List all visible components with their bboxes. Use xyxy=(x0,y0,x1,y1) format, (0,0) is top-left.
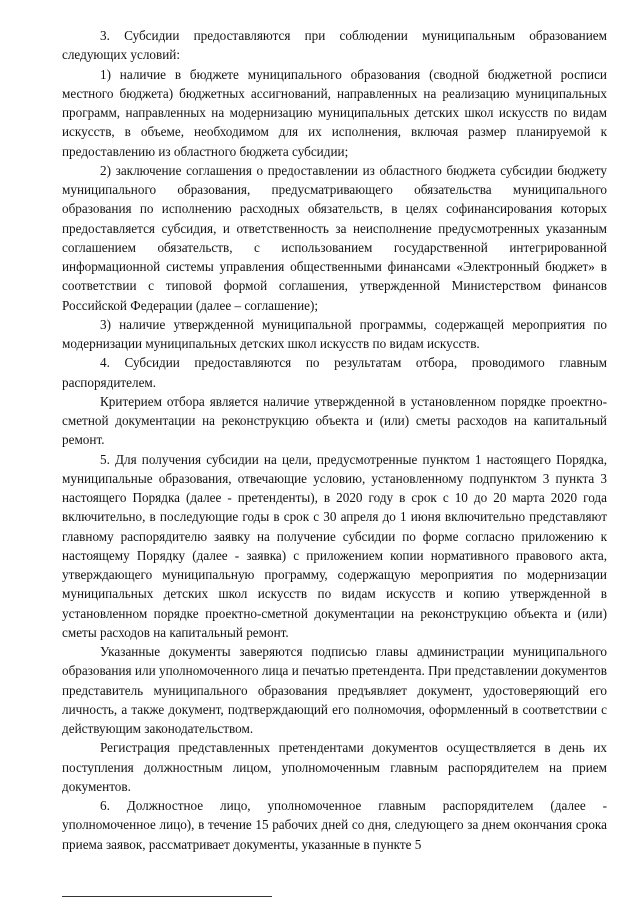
paragraph-6-review: 6. Должностное лицо, уполномоченное главным распорядителем (далее - уполномоченное лицо), в течение 15 рабочих дней со дня, следующего за днем окончания срока приема заявок, рассматривает документы, указанные в пункте 5 xyxy=(62,798,607,852)
footnote-divider xyxy=(62,896,272,897)
paragraph-4-selection: 4. Субсидии предоставляются по результатам отбора, проводимого главным распорядителем. xyxy=(62,355,607,390)
paragraph-5-application: 5. Для получения субсидии на цели, предусмотренные пунктом 1 настоящего Порядка, муниципальные образования, отвечающие условию, установленному подпунктом 3 пункта 3 настоящего Порядка (далее - претенденты), в 2020 году в срок с 10 до 20 марта 2020 года включительно, в последующие годы в срок с 30 апреля до 1 июня включительно представляют главному распорядителю заявку на получение субсидии по форме согласно приложению к настоящему Порядку (далее - заявка) с приложением копии нормативного правового акта, утверждающего муниципальную программу, содержащую мероприятия по модернизации муниципальных детских школ искусств по видам искусств и копию утвержденной в установленном порядке проектно-сметной документации на реконструкцию объекта и (или) сметы расходов на капитальный ремонт. xyxy=(62,451,607,640)
paragraph-documents-certification: Указанные документы заверяются подписью главы администрации муниципального образования или уполномоченного лица и печатью претендента. При представлении документов представитель муниципального образования предъявляет документ, удостоверяющий его личность, а также документ, подтверждающий его полномочия, оформленный в соответствии с действующим законодательством. xyxy=(62,644,607,736)
paragraph-registration: Регистрация представленных претендентами документов осуществляется в день их поступления должностным лицом, уполномоченным главным распорядителем на прием документов. xyxy=(62,740,607,794)
document-page xyxy=(62,26,607,854)
paragraph-condition-3: 3) наличие утвержденной муниципальной программы, содержащей мероприятия по модернизации муниципальных детских школ искусств по видам искусств. xyxy=(62,316,607,351)
paragraph-condition-2: 2) заключение соглашения о предоставлении из областного бюджета субсидии бюджету муниципального образования, предусматривающего обязательства муниципального образования по исполнению расходных обязательств, в целях софинансирования которых предоставляется субсидия, и ответственность за неисполнение предусмотренных указанным соглашением обязательств, с использованием государственной интегрированной информационной системы управления общественными финансами «Электронный бюджет» в соответствии с типовой формой соглашения, утвержденной Министерством финансов Российской Федерации (далее – соглашение); xyxy=(62,162,607,313)
paragraph-condition-1: 1) наличие в бюджете муниципального образования (сводной бюджетной росписи местного бюджета) бюджетных ассигнований, направленных на реализацию муниципальных программ, направленных на модернизацию муниципальных детских школ искусств по видам искусств, в объеме, необходимом для их исполнения, включая размер планируемой к предоставлению из областного бюджета субсидии; xyxy=(62,66,607,159)
paragraph-3-conditions: 3. Субсидии предоставляются при соблюдении муниципальным образованием следующих условий: xyxy=(62,28,607,63)
paragraph-selection-criterion: Критерием отбора является наличие утвержденной в установленном порядке проектно-сметной документации на реконструкцию объекта и (или) сметы расходов на капитальный ремонт. xyxy=(62,393,607,448)
